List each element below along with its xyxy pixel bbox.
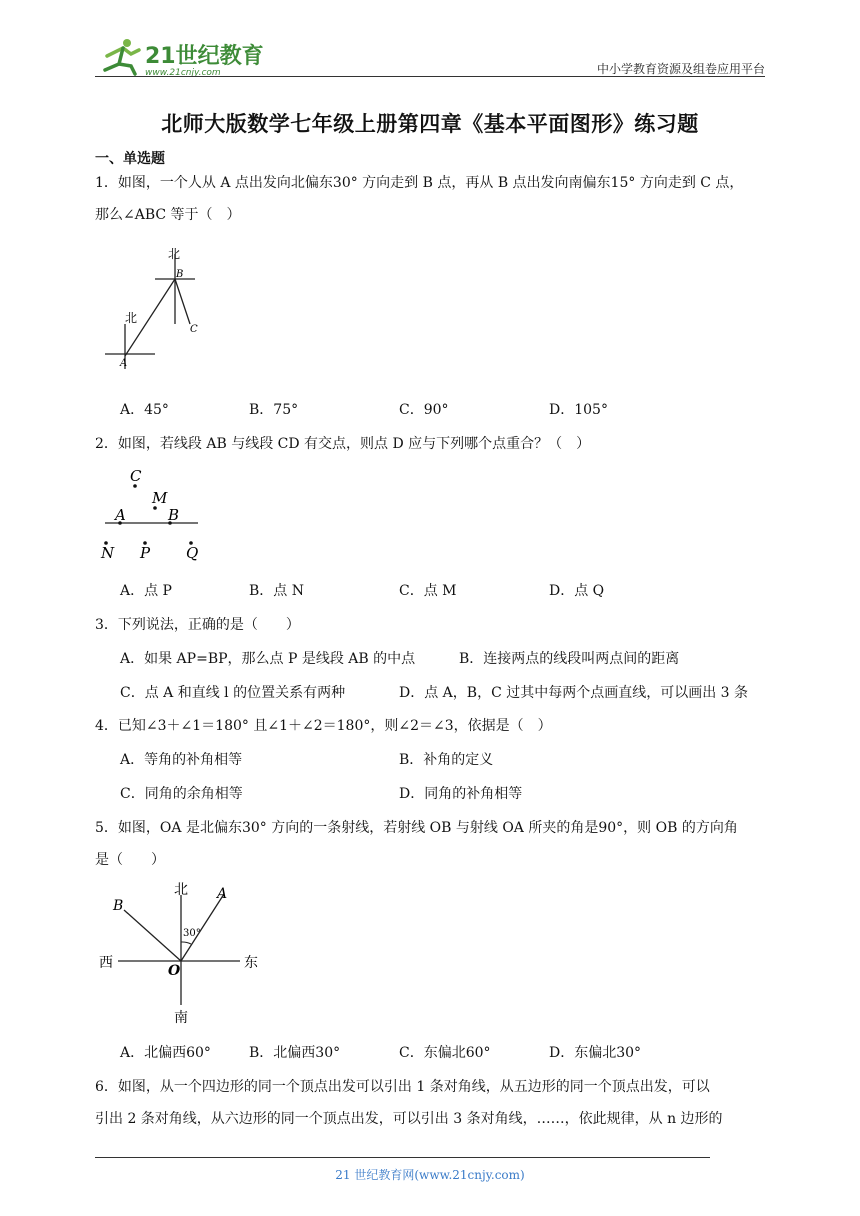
q2-label-C: C — [130, 467, 142, 485]
q6-line2: 引出 2 条对角线，从六边形的同一个顶点出发，可以引出 3 条对角线，……，依此规律，从 n 边形的 — [95, 1111, 723, 1127]
footer-link[interactable]: 21 世纪教育网(www.21cnjy.com) — [335, 1168, 525, 1182]
q5-option-a[interactable]: A．北偏西60° — [120, 1045, 211, 1061]
q5-option-c[interactable]: C．东偏北60° — [399, 1045, 491, 1061]
q2-option-d[interactable]: D．点 Q — [549, 583, 605, 599]
q1-option-d[interactable]: D．105° — [549, 402, 608, 418]
q2-label-P: P — [140, 544, 151, 562]
site-logo — [95, 36, 275, 78]
q5-option-b[interactable]: B．北偏西30° — [249, 1045, 341, 1061]
logo-text: 21世纪教育 — [145, 44, 264, 69]
q1-option-b[interactable]: B．75° — [249, 402, 299, 418]
q1-label-north-left: 北 — [125, 311, 138, 325]
q1-figure — [100, 244, 210, 374]
logo-url: www.21cnjy.com — [145, 68, 221, 78]
q2-option-c[interactable]: C．点 M — [399, 583, 457, 599]
q4-line1: 4．已知∠3＋∠1＝180° 且∠1＋∠2＝180°，则∠2＝∠3，依据是（ ） — [95, 718, 552, 734]
q5-line1: 5．如图，OA 是北偏东30° 方向的一条射线，若射线 OB 与射线 OA 所夹的角是90°，则 OB 的方向角 — [95, 820, 738, 836]
footer-divider — [95, 1157, 710, 1158]
q3-line1: 3．下列说法，正确的是（ ） — [95, 617, 300, 633]
q6-line1: 6．如图，从一个四边形的同一个顶点出发可以引出 1 条对角线，从五边形的同一个顶点出发，可以 — [95, 1079, 710, 1095]
q5-label-west: 西 — [99, 955, 113, 971]
q5-line2: 是（ ） — [95, 852, 165, 868]
q1-label-C: C — [190, 324, 198, 335]
q3-option-b[interactable]: B．连接两点的线段叫两点间的距离 — [459, 651, 680, 667]
q1-option-c[interactable]: C．90° — [399, 402, 449, 418]
q1-line1: 1．如图，一个人从 A 点出发向北偏东30° 方向走到 B 点，再从 B 点出发向南偏东15° 方向走到 C 点， — [95, 175, 744, 191]
q2-label-M: M — [152, 489, 168, 507]
q2-option-b[interactable]: B．点 N — [249, 583, 304, 599]
section-heading: 一、单选题 — [95, 151, 165, 167]
q5-label-south: 南 — [174, 1010, 188, 1026]
header-divider — [95, 76, 765, 77]
q5-label-O: O — [168, 963, 181, 979]
q3-option-a[interactable]: A．如果 AP=BP，那么点 P 是线段 AB 的中点 — [120, 651, 416, 667]
q4-option-d[interactable]: D．同角的补角相等 — [399, 786, 523, 802]
runner-icon — [105, 39, 139, 74]
q5-figure — [96, 880, 276, 1028]
q5-label-angle: 30° — [183, 928, 201, 939]
header-platform-text: 中小学教育资源及组卷应用平台 — [596, 62, 765, 76]
q5-label-A: A — [217, 886, 228, 902]
q3-option-c[interactable]: C．点 A 和直线 l 的位置关系有两种 — [120, 685, 346, 701]
q2-figure — [100, 462, 200, 562]
q1-line2: 那么∠ABC 等于（ ） — [95, 207, 241, 223]
q1-option-a[interactable]: A．45° — [120, 402, 169, 418]
q4-option-c[interactable]: C．同角的余角相等 — [120, 786, 243, 802]
q3-option-d[interactable]: D．点 A，B，C 过其中每两个点画直线，可以画出 3 条 — [399, 685, 749, 701]
q1-label-B: B — [176, 269, 184, 280]
q5-label-east: 东 — [244, 955, 258, 971]
q2-label-A: A — [115, 506, 126, 524]
page-title: 北师大版数学七年级上册第四章《基本平面图形》练习题 — [161, 112, 699, 136]
q5-label-north: 北 — [174, 882, 188, 898]
q4-option-b[interactable]: B．补角的定义 — [399, 752, 494, 768]
q2-label-Q: Q — [186, 544, 199, 562]
q5-option-d[interactable]: D．东偏北30° — [549, 1045, 642, 1061]
q1-label-A: A — [120, 358, 128, 369]
q5-label-B: B — [113, 898, 124, 914]
q2-label-B: B — [168, 506, 180, 524]
q2-line1: 2．如图，若线段 AB 与线段 CD 有交点，则点 D 应与下列哪个点重合？（ ） — [95, 436, 591, 452]
q4-option-a[interactable]: A．等角的补角相等 — [120, 752, 243, 768]
q1-label-north-top: 北 — [168, 247, 181, 261]
q2-label-N: N — [101, 544, 115, 562]
q2-option-a[interactable]: A．点 P — [120, 583, 172, 599]
